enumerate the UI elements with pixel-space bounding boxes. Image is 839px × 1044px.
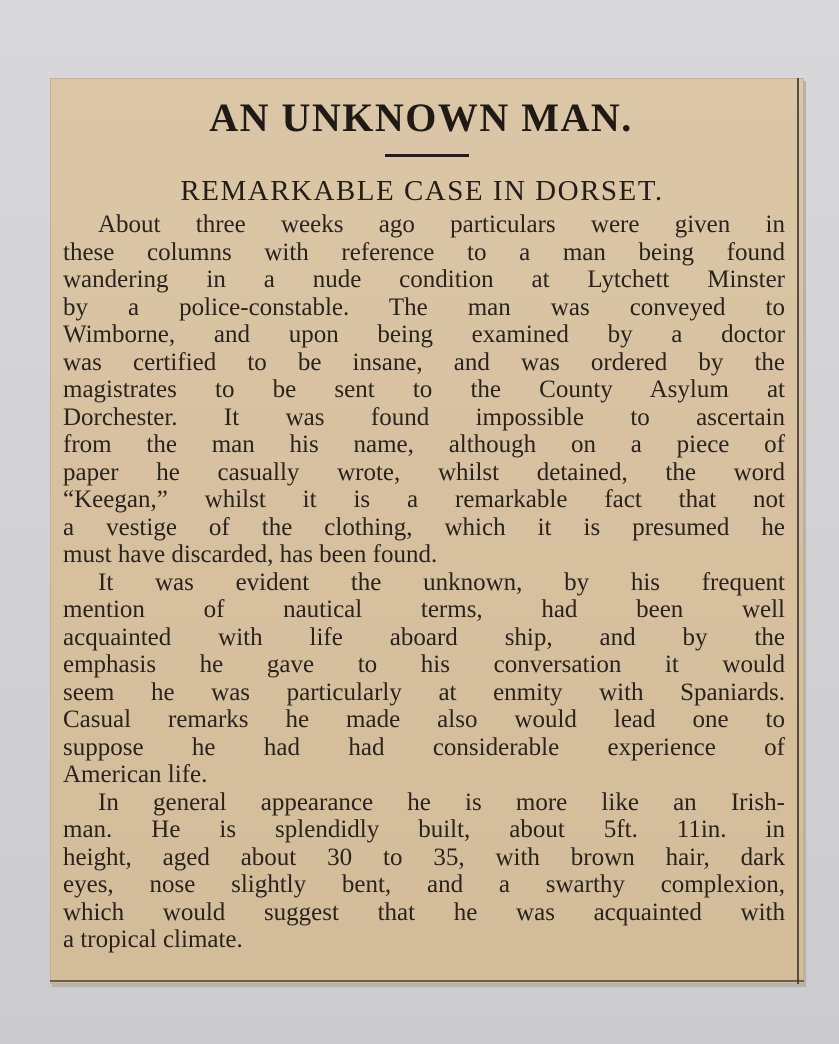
article-line: eyes, nose slightly bent, and a swarthy complexion, [63, 871, 785, 898]
headline: AN UNKNOWN MAN. [209, 95, 633, 140]
newspaper-clipping [50, 78, 804, 984]
article-line: height, aged about 30 to 35, with brown hair, dark [63, 843, 785, 871]
article-line: man. He is splendidly built, about 5ft. 11in. in [63, 816, 785, 843]
article-paragraph [63, 789, 785, 954]
headline-rule [385, 154, 469, 157]
article-body [63, 211, 785, 954]
article-line: magistrates to be sent to the County Asylum at [63, 376, 785, 403]
article-line: American life. [63, 761, 208, 788]
article-line: these columns with reference to a man being found [63, 238, 785, 266]
article-line: It was evident the unknown, by his frequent [98, 568, 785, 596]
article-line: mention of nautical terms, had been well [63, 596, 785, 623]
article-paragraph [63, 211, 785, 569]
article-line: suppose he had had considerable experience of [63, 733, 785, 761]
article-line: Dorchester. It was found impossible to ascertain [63, 403, 785, 431]
article-line: was certified to be insane, and was ordered by the [63, 348, 785, 376]
article-paragraph [63, 569, 785, 789]
article-line: must have discarded, has been found. [63, 541, 438, 568]
clipping-bottom-edge [50, 980, 804, 982]
article-line: by a police-constable. The man was conveyed to [63, 293, 785, 321]
article-line: paper he casually wrote, whilst detained, the word [63, 458, 785, 486]
article-line: “Keegan,” whilst it is a remarkable fact that not [63, 486, 785, 513]
article-line: emphasis he gave to his conversation it would [63, 651, 785, 678]
article-line: a tropical climate. [63, 926, 243, 953]
article-line: About three weeks ago particulars were given in [98, 211, 785, 238]
article-line: from the man his name, although on a piece of [63, 431, 785, 458]
clipping-column-rule [797, 78, 799, 984]
article-line: wandering in a nude condition at Lytchett Minster [63, 266, 785, 293]
article-line: which would suggest that he was acquainted with [63, 898, 785, 926]
article-line: seem he was particularly at enmity with Spaniards. [63, 678, 785, 706]
article-line: In general appearance he is more like an Irish- [98, 788, 785, 816]
article-line: a vestige of the clothing, which it is presumed he [63, 513, 785, 541]
article-line: acquainted with life aboard ship, and by the [63, 623, 785, 651]
article-line: Casual remarks he made also would lead one to [63, 706, 785, 733]
article-line: Wimborne, and upon being examined by a doctor [63, 321, 785, 348]
subheadline: REMARKABLE CASE IN DORSET. [180, 175, 664, 207]
